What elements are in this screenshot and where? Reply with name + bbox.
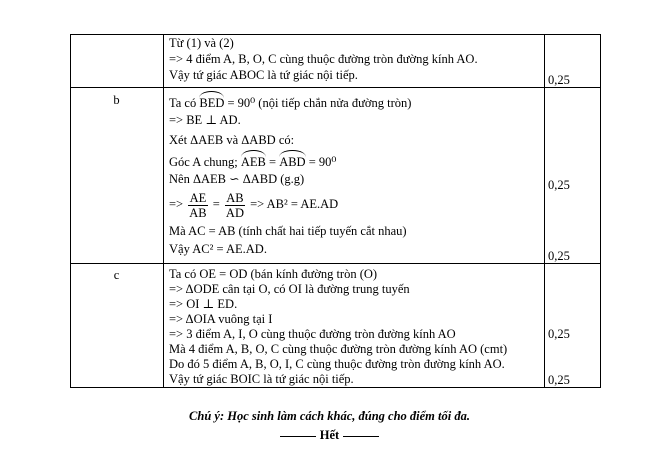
fraction-ae-ab [188, 191, 207, 220]
row-b-label: b [113, 93, 120, 107]
row-b-line-5: Nên ΔAEB ∽ ΔABD (g.g) [169, 172, 305, 186]
row-c-line: Do đó 5 điểm A, B, O, I, C cùng thuộc đường tròn đường kính AO. [169, 357, 505, 371]
fraction-ab-ad [225, 191, 245, 220]
row-c-line: => OI ⊥ ED. [169, 297, 238, 311]
end-marker [0, 428, 659, 443]
row-divider [70, 87, 601, 88]
row-c-score: 0,25 [548, 327, 570, 341]
text: = 90⁰ (nội tiếp chắn nửa đường tròn) [227, 96, 412, 110]
dash-left [280, 436, 316, 437]
text: Góc A chung; [169, 155, 238, 169]
row-divider [70, 263, 601, 264]
row-b-line-6 [169, 188, 338, 220]
row-a-line: => 4 điểm A, B, O, C cùng thuộc đường tròn đường kính AO. [169, 52, 478, 66]
table-border-top [70, 34, 601, 35]
row-c-score: 0,25 [548, 373, 570, 387]
numerator: AB [226, 190, 244, 205]
text: = [212, 197, 220, 211]
row-a-line: Vậy tứ giác ABOC là tứ giác nội tiếp. [169, 68, 358, 82]
dash-right [343, 436, 379, 437]
row-b-line-7: Mà AC = AB (tính chất hai tiếp tuyến cắt nhau) [169, 224, 407, 238]
text: = [269, 155, 277, 169]
row-b-line-1 [169, 92, 411, 111]
row-c-line: Ta có OE = OD (bán kính đường tròn (O) [169, 267, 378, 281]
angle-aeb: AEB [241, 151, 266, 170]
text: => AB² = AE.AD [250, 197, 339, 211]
table-border-bottom [70, 387, 601, 388]
end-text: Hết [319, 428, 340, 442]
row-b-line-3: Xét ΔAEB và ΔABD có: [169, 133, 295, 147]
numerator: AE [189, 190, 207, 205]
row-c-line: Vậy tứ giác BOIC là tứ giác nội tiếp. [169, 372, 354, 386]
row-b-line-4 [169, 151, 336, 170]
row-b-score: 0,25 [548, 178, 570, 192]
row-b-score: 0,25 [548, 249, 570, 263]
text: = 90⁰ [308, 155, 337, 169]
footnote: Chú ý: Học sinh làm cách khác, đúng cho điểm tối đa. [189, 409, 470, 423]
denominator: AB [189, 205, 207, 220]
angle-abd: ABD [279, 151, 305, 170]
text: => [169, 197, 184, 211]
denominator: AD [225, 205, 244, 220]
solution-table [70, 34, 601, 388]
row-a-score: 0,25 [548, 73, 570, 87]
row-c-label: c [113, 268, 120, 282]
row-c-line: Mà 4 điểm A, B, O, C cùng thuộc đường tròn đường kính AO (cmt) [169, 342, 508, 356]
row-c-line: => 3 điểm A, I, O cùng thuộc đường tròn đường kính AO [169, 327, 456, 341]
row-a-line: Từ (1) và (2) [169, 36, 234, 50]
row-b-line-2: => BE ⊥ AD. [169, 113, 241, 127]
row-c-line: => ΔODE cân tại O, có OI là đường trung tuyến [169, 282, 410, 296]
text: Ta có [169, 96, 197, 110]
row-c-line: => ΔOIA vuông tại I [169, 312, 273, 326]
angle-bed: BED [199, 92, 224, 111]
row-b-line-8: Vậy AC² = AE.AD. [169, 242, 267, 256]
